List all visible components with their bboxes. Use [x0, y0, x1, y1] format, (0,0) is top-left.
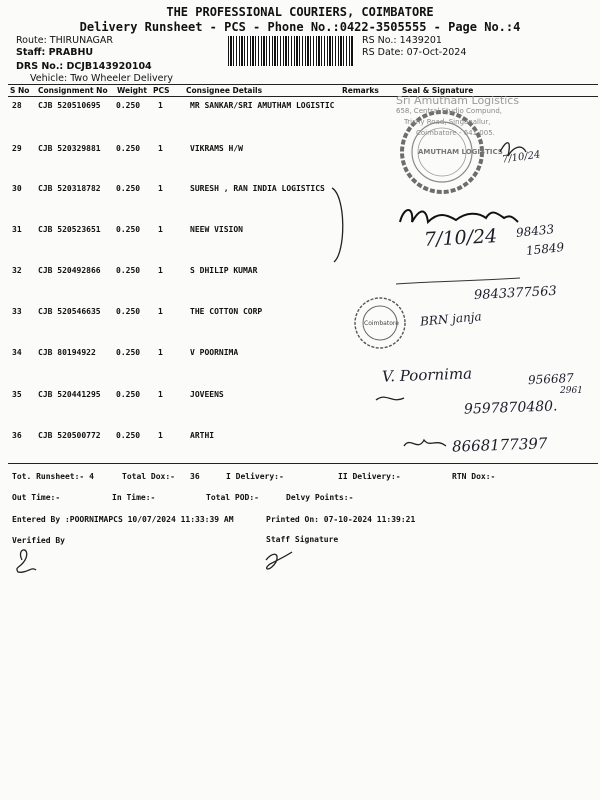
row36-phone: 8668177397 — [451, 434, 548, 456]
stamp1-line: Coimbatore - 641 005. — [416, 129, 495, 137]
row-weight: 0.250 — [116, 184, 141, 193]
stamp1-line: 658, Central Studio Compund, — [396, 107, 503, 115]
row-pcs: 1 — [158, 307, 163, 316]
total-pod: Total POD:- — [206, 493, 259, 502]
row32-phone: 9843377563 — [473, 283, 558, 304]
total-dox-value: 36 — [190, 472, 200, 481]
row-consignment: CJB 520510695 — [38, 101, 101, 110]
row-consignment: CJB 520441295 — [38, 390, 101, 399]
rs-number: RS No.: 1439201 — [362, 35, 442, 46]
row-weight: 0.250 — [116, 431, 141, 440]
row-consignee: MR SANKAR/SRI AMUTHAM LOGISTIC — [190, 101, 335, 110]
vehicle-label: Vehicle: Two Wheeler Delivery — [30, 73, 173, 84]
col-consignee-header: Consignee Details — [186, 86, 263, 95]
stamp1-ring-text: AMUTHAM LOGISTICS — [418, 148, 503, 156]
row-consignment: CJB 520523651 — [38, 225, 101, 234]
stamp1-line: Sri Amutham Logistics — [396, 94, 520, 107]
row34-phone-tail: 2961 — [560, 386, 583, 396]
row-pcs: 1 — [158, 101, 163, 110]
entered-by: Entered By :POORNIMAPCS 10/07/2024 11:33:39 AM — [12, 515, 234, 524]
row-consignee: S DHILIP KUMAR — [190, 266, 258, 275]
rs-date: RS Date: 07-Oct-2024 — [362, 47, 467, 58]
row34-phone: 956687 — [527, 370, 575, 388]
row-pcs: 1 — [158, 184, 163, 193]
staff-label: Staff: PRABHU — [16, 47, 94, 58]
row-consignee: SURESH , RAN INDIA LOGISTICS — [190, 184, 325, 193]
verified-by: Verified By — [12, 536, 65, 545]
row-consignment: CJB 520318782 — [38, 184, 101, 193]
row-consignee: JOVEENS — [190, 390, 224, 399]
row-consignee: THE COTTON CORP — [190, 307, 263, 316]
drs-number: DRS No.: DCJB143920104 — [16, 61, 152, 72]
in-time: In Time:- — [112, 493, 156, 502]
printed-on: Printed On: 07-10-2024 11:39:21 — [266, 515, 416, 524]
route-label: Route: THIRUNAGAR — [16, 35, 113, 46]
row-pcs: 1 — [158, 266, 163, 275]
row-pcs: 1 — [158, 348, 163, 357]
row-pcs: 1 — [158, 431, 163, 440]
row-sno: 35 — [12, 390, 22, 399]
row-weight: 0.250 — [116, 101, 141, 110]
out-time: Out Time:- — [12, 493, 61, 502]
total-dox-label: Total Dox:- — [122, 472, 175, 481]
row-consignee: ARTHI — [190, 431, 215, 440]
row-sno: 33 — [12, 307, 22, 316]
row31-phone-a: 98433 — [515, 222, 555, 240]
col-weight-header: Weight — [117, 86, 147, 95]
stamp1-line: Trichy Road, Singanallur, — [404, 118, 491, 126]
row-sno: 28 — [12, 101, 22, 110]
row-consignee: NEEW VISION — [190, 225, 243, 234]
row35-phone: 9597870480. — [463, 398, 558, 418]
row31-phone-b: 15849 — [525, 240, 565, 258]
row-pcs: 1 — [158, 144, 163, 153]
row-weight: 0.250 — [116, 225, 141, 234]
row-consignment: CJB 520546635 — [38, 307, 101, 316]
row33-sign: BRN janja — [419, 309, 483, 329]
tot-runsheet: Tot. Runsheet:- 4 — [12, 472, 94, 481]
row31-date: 7/10/24 — [423, 225, 498, 251]
row-pcs: 1 — [158, 390, 163, 399]
row-weight: 0.250 — [116, 144, 141, 153]
row-weight: 0.250 — [116, 390, 141, 399]
row28-date: 7/10/24 — [501, 149, 542, 166]
row-sno: 34 — [12, 348, 22, 357]
stamp2-line: Coimbatore — [364, 320, 399, 327]
col-pcs-header: PCS — [153, 86, 170, 95]
row-sno: 31 — [12, 225, 22, 234]
delvy-points: Delvy Points:- — [286, 493, 354, 502]
col-consignment-header: Consignment No — [38, 86, 108, 95]
row-consignment: CJB 520492866 — [38, 266, 101, 275]
row-weight: 0.250 — [116, 307, 141, 316]
row-pcs: 1 — [158, 225, 163, 234]
staff-signature-label: Staff Signature — [266, 535, 339, 544]
col-seal-header: Seal & Signature — [402, 86, 474, 95]
row-consignee: V POORNIMA — [190, 348, 239, 357]
row-consignment: CJB 520329881 — [38, 144, 101, 153]
row-consignee: VIKRAMS H/W — [190, 144, 243, 153]
row-sno: 30 — [12, 184, 22, 193]
row34-name: V. Poornima — [381, 364, 473, 386]
ii-delivery: II Delivery:- — [338, 472, 401, 481]
row-sno: 32 — [12, 266, 22, 275]
rtn-dox: RTN Dox:- — [452, 472, 496, 481]
row-consignment: CJB 520500772 — [38, 431, 101, 440]
i-delivery: I Delivery:- — [226, 472, 284, 481]
row-sno: 36 — [12, 431, 22, 440]
row-weight: 0.250 — [116, 348, 141, 357]
row-consignment: CJB 80194922 — [38, 348, 96, 357]
runsheet-title: Delivery Runsheet - PCS - Phone No.:0422-3505555 - Page No.:4 — [79, 20, 521, 34]
company-title: THE PROFESSIONAL COURIERS, COIMBATORE — [166, 5, 434, 19]
row-sno: 29 — [12, 144, 22, 153]
col-sno-header: S No — [10, 86, 30, 95]
row-weight: 0.250 — [116, 266, 141, 275]
col-remarks-header: Remarks — [342, 86, 379, 95]
